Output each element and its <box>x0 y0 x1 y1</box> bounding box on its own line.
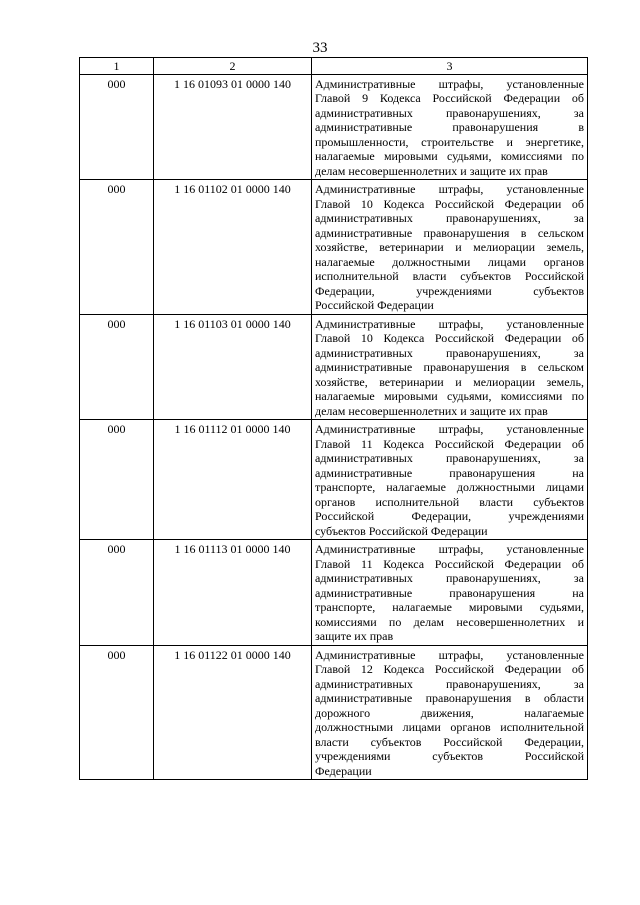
description-line: Главой 11 Кодекса Российской Федерации об <box>315 556 584 571</box>
description-line: Главой 11 Кодекса Российской Федерации об <box>315 436 584 451</box>
description-line: транспорте, налагаемые мировыми судьями, <box>315 600 584 614</box>
table-row <box>80 314 588 420</box>
table-header <box>80 58 588 75</box>
description-line: учреждениями субъектов Российской <box>315 749 584 763</box>
description-line: Главой 10 Кодекса Российской Федерации об <box>315 196 584 211</box>
description-line: налагаемые должностными лицами органов <box>315 254 584 269</box>
column-header-1: 1 <box>80 58 154 75</box>
description-line: транспорте, налагаемые должностными лицами <box>315 480 584 494</box>
admin-code-cell: 000 <box>80 540 154 646</box>
page-number: 33 <box>312 40 328 56</box>
description-line: административных правонарушениях, за <box>315 345 584 360</box>
description-line: Главой 9 Кодекса Российской Федерации об <box>315 91 584 105</box>
description-line: делам несовершеннолетних и защите их прав <box>315 403 548 418</box>
description-line: Административные штрафы, установленные <box>315 542 584 556</box>
description-line: должностными лицами органов исполнительной <box>315 720 584 734</box>
kbk-code-cell: 1 16 01103 01 0000 140 <box>154 314 312 420</box>
description-line: административных правонарушениях, за <box>315 211 584 225</box>
column-header-3: 3 <box>312 58 588 75</box>
description-line: Российской Федерации <box>315 298 434 312</box>
description-line: административные правонарушения в сельском <box>315 360 584 374</box>
admin-code-cell: 000 <box>80 180 154 315</box>
description-line: комиссиями по делам несовершеннолетних и <box>315 614 584 629</box>
kbk-code-cell: 1 16 01093 01 0000 140 <box>154 74 312 180</box>
table-row <box>80 420 588 540</box>
admin-code-cell: 000 <box>80 420 154 540</box>
description-line: административные правонарушения в <box>315 120 584 134</box>
description-line: Федерации <box>315 763 372 778</box>
description-cell <box>312 314 588 420</box>
description-line: Административные штрафы, установленные <box>315 316 584 331</box>
description-line: налагаемые мировыми судьями, комиссиями по <box>315 389 584 403</box>
description-line: административных правонарушениях, за <box>315 105 584 120</box>
description-line: административные правонарушения на <box>315 465 584 480</box>
description-line: Федерации, учреждениями субъектов <box>315 283 584 298</box>
description-cell <box>312 645 588 780</box>
description-line: промышленности, строительстве и энергетике, <box>315 134 584 149</box>
description-line: органов исполнительной власти субъектов <box>315 494 584 509</box>
description-line: налагаемые мировыми судьями, комиссиями по <box>315 149 584 163</box>
description-line: делам несовершеннолетних и защите их прав <box>315 163 548 178</box>
description-cell <box>312 540 588 646</box>
description-line: Административные штрафы, установленные <box>315 647 584 662</box>
header-row <box>80 58 588 75</box>
description-line: административных правонарушениях, за <box>315 571 584 585</box>
description-line: хозяйстве, ветеринарии и мелиорации земель, <box>315 240 584 254</box>
description-line: субъектов Российской Федерации <box>315 523 488 538</box>
description-line: административные правонарушения на <box>315 585 584 600</box>
table-row <box>80 645 588 780</box>
description-line: власти субъектов Российской Федерации, <box>315 734 584 749</box>
description-line: административных правонарушениях, за <box>315 451 584 465</box>
table-body <box>80 74 588 780</box>
table-row <box>80 74 588 180</box>
admin-code-cell: 000 <box>80 74 154 180</box>
description-line: Главой 10 Кодекса Российской Федерации об <box>315 331 584 345</box>
description-line: административные правонарушения в области <box>315 691 584 705</box>
description-line: защите их прав <box>315 629 394 643</box>
kbk-code-cell: 1 16 01122 01 0000 140 <box>154 645 312 780</box>
budget-codes-table <box>79 57 588 780</box>
admin-code-cell: 000 <box>80 645 154 780</box>
kbk-code-cell: 1 16 01113 01 0000 140 <box>154 540 312 646</box>
description-line: Административные штрафы, установленные <box>315 422 584 436</box>
description-line: Главой 12 Кодекса Российской Федерации об <box>315 662 584 676</box>
description-line: исполнительной власти субъектов Российской <box>315 269 584 283</box>
description-line: Российской Федерации, учреждениями <box>315 509 584 523</box>
description-line: дорожного движения, налагаемые <box>315 705 584 720</box>
table-row <box>80 540 588 646</box>
description-cell <box>312 420 588 540</box>
description-line: административные правонарушения в сельском <box>315 225 584 240</box>
table-row <box>80 180 588 315</box>
kbk-code-cell: 1 16 01112 01 0000 140 <box>154 420 312 540</box>
kbk-code-cell: 1 16 01102 01 0000 140 <box>154 180 312 315</box>
admin-code-cell: 000 <box>80 314 154 420</box>
description-line: административных правонарушениях, за <box>315 676 584 691</box>
description-line: хозяйстве, ветеринарии и мелиорации земель, <box>315 374 584 389</box>
description-line: Административные штрафы, установленные <box>315 182 584 196</box>
column-header-2: 2 <box>154 58 312 75</box>
description-cell <box>312 180 588 315</box>
description-cell <box>312 74 588 180</box>
description-line: Административные штрафы, установленные <box>315 76 584 91</box>
